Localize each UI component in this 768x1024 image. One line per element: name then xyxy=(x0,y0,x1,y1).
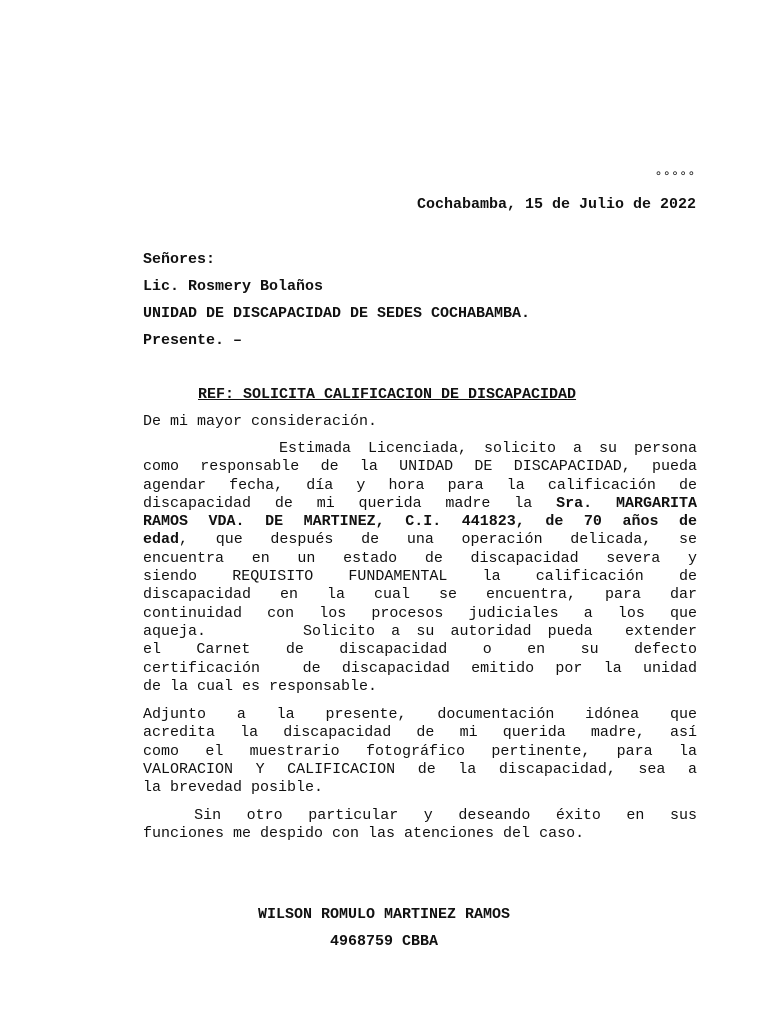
paragraph-line: Sin otro particular y deseando éxito en sus xyxy=(143,807,697,824)
paragraph-request xyxy=(143,440,697,696)
beneficiary-details: RAMOS VDA. DE MARTINEZ, C.I. 441823, de 70 años de xyxy=(143,513,697,531)
reference-line: REF: SOLICITA CALIFICACION DE DISCAPACIDAD xyxy=(198,386,577,403)
beneficiary-age-word: edad xyxy=(143,531,180,549)
paragraph-line: encuentra en un estado de discapacidad severa y xyxy=(143,549,697,567)
beneficiary-name-part: Sra. MARGARITA xyxy=(556,494,697,512)
paragraph-closing xyxy=(143,807,697,844)
letter-date: Cochabamba, 15 de Julio de 2022 xyxy=(416,196,696,213)
paragraph-line: el Carnet de discapacidad o en su defecto xyxy=(143,641,697,659)
paragraph-line: como el muestrario fotográfico pertinente, para la xyxy=(143,742,697,760)
paragraph-line: VALORACION Y CALIFICACION de la discapacidad, sea a xyxy=(143,760,697,778)
paragraph-attachments xyxy=(143,706,697,797)
signature-name: WILSON ROMULO MARTINEZ RAMOS xyxy=(257,906,511,923)
paragraph-line: acredita la discapacidad de mi querida madre, así xyxy=(143,724,697,742)
recipient-salutation: Señores: xyxy=(143,251,216,268)
recipient-presente: Presente. – xyxy=(143,332,243,349)
recipient-office: UNIDAD DE DISCAPACIDAD DE SEDES COCHABAMBA. xyxy=(143,305,531,322)
paragraph-text: discapacidad de mi querida madre la xyxy=(143,494,557,512)
paragraph-line: agendar fecha, día y hora para la calificación de xyxy=(143,476,697,494)
recipient-name: Lic. Rosmery Bolaños xyxy=(143,278,324,295)
signature-id: 4968759 CBBA xyxy=(329,933,439,950)
paragraph-line: como responsable de la UNIDAD DE DISCAPACIDAD, pueda xyxy=(143,458,697,476)
paragraph-line: certificación de discapacidad emitido por la unidad xyxy=(143,659,697,677)
paragraph-line-mixed xyxy=(143,495,697,513)
paragraph-line: discapacidad en la cual se encuentra, para dar xyxy=(143,586,697,604)
paragraph-line: Adjunto a la presente, documentación idónea que xyxy=(143,706,697,723)
greeting: De mi mayor consideración. xyxy=(143,413,378,430)
paragraph-line: continuidad con los procesos judiciales a los que xyxy=(143,604,697,622)
paragraph-line: Estimada Licenciada, solicito a su persona xyxy=(143,440,697,457)
paragraph-line-mixed xyxy=(143,531,697,549)
paragraph-line: siendo REQUISITO FUNDAMENTAL la calificación de xyxy=(143,568,697,586)
paragraph-line: la brevedad posible. xyxy=(143,779,324,797)
header-marks: ∘∘∘∘∘ xyxy=(654,167,696,181)
paragraph-line: funciones me despido con las atenciones del caso. xyxy=(143,825,585,843)
paragraph-line: de la cual es responsable. xyxy=(143,677,378,695)
paragraph-line: aqueja. Solicito a su autoridad pueda extender xyxy=(143,622,697,640)
paragraph-text: , que después de una operación delicada, se xyxy=(179,531,697,549)
